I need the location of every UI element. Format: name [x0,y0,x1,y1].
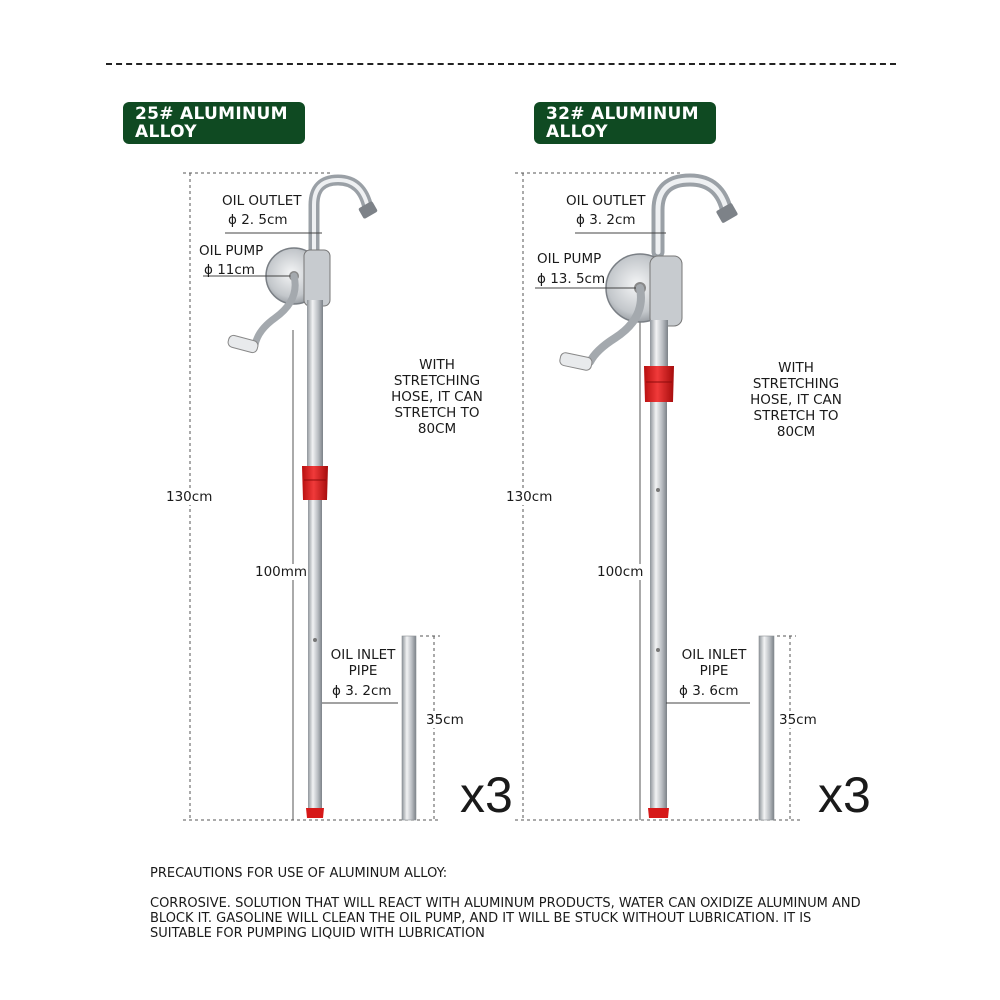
left-inlet-size: ϕ 3. 2cm [332,683,392,699]
left-inlet-label: OIL INLET PIPE [330,647,396,679]
precautions-heading: PRECAUTIONS FOR USE OF ALUMINUM ALLOY: [150,866,448,881]
right-red-tip [648,808,669,818]
left-oil-pump-label: OIL PUMP [199,243,264,259]
left-red-tip [306,808,324,818]
left-upper-tube [307,300,323,470]
right-total-height: 130cm [506,489,553,505]
right-quantity: x3 [818,767,871,823]
left-oil-pump-size: ϕ 11cm [204,262,255,278]
left-red-coupler [302,466,328,500]
precautions-body: CORROSIVE. SOLUTION THAT WILL REACT WITH ALUMINUM PRODUCTS, WATER CAN OXIDIZE ALUMINUM AND BLOCK IT. GASOLINE WILL CLEAN THE OIL PUMP, AND IT WILL BE STUCK WITHOUT LUBRICATION. IT IS SUITABLE FOR PUMPING LIQUID WITH LUBRICATION [150,896,861,941]
left-quantity: x3 [460,767,513,823]
right-title-badge: 32# ALUMINUM ALLOY [534,102,716,144]
left-total-height: 130cm [166,489,213,505]
left-stretch-note: WITH STRETCHING HOSE, IT CAN STRETCH TO 80CM [391,357,483,437]
right-oil-outlet-size: ϕ 3. 2cm [576,212,636,228]
right-upper-tube [650,320,668,370]
left-lower-tube [308,500,322,810]
right-stretch-note: WITH STRETCHING HOSE, IT CAN STRETCH TO 80CM [750,360,842,440]
left-oil-outlet-size: ϕ 2. 5cm [228,212,288,228]
left-tube-length: 100mm [255,564,308,580]
left-pump-housing [304,250,330,306]
right-oil-pump-label: OIL PUMP [537,251,602,267]
right-inlet-pipe [759,636,774,820]
right-inlet-size: ϕ 3. 6cm [679,683,739,699]
right-inlet-length: 35cm [779,712,817,728]
left-inlet-pipe [402,636,416,820]
precautions-note [150,851,870,956]
left-outlet-nozzle [358,201,378,219]
right-oil-outlet-label: OIL OUTLET [566,193,646,209]
right-crank-grip [559,352,593,371]
right-tube-length: 100cm [597,564,644,580]
right-inlet-label: OIL INLET PIPE [681,647,747,679]
right-pump-housing [650,256,682,326]
left-oil-outlet-label: OIL OUTLET [222,193,302,209]
right-oil-pump-size: ϕ 13. 5cm [537,271,606,287]
left-inlet-length: 35cm [426,712,464,728]
left-title-badge: 25# ALUMINUM ALLOY [123,102,305,144]
right-red-coupler [644,366,674,402]
right-lower-tube [650,402,667,810]
